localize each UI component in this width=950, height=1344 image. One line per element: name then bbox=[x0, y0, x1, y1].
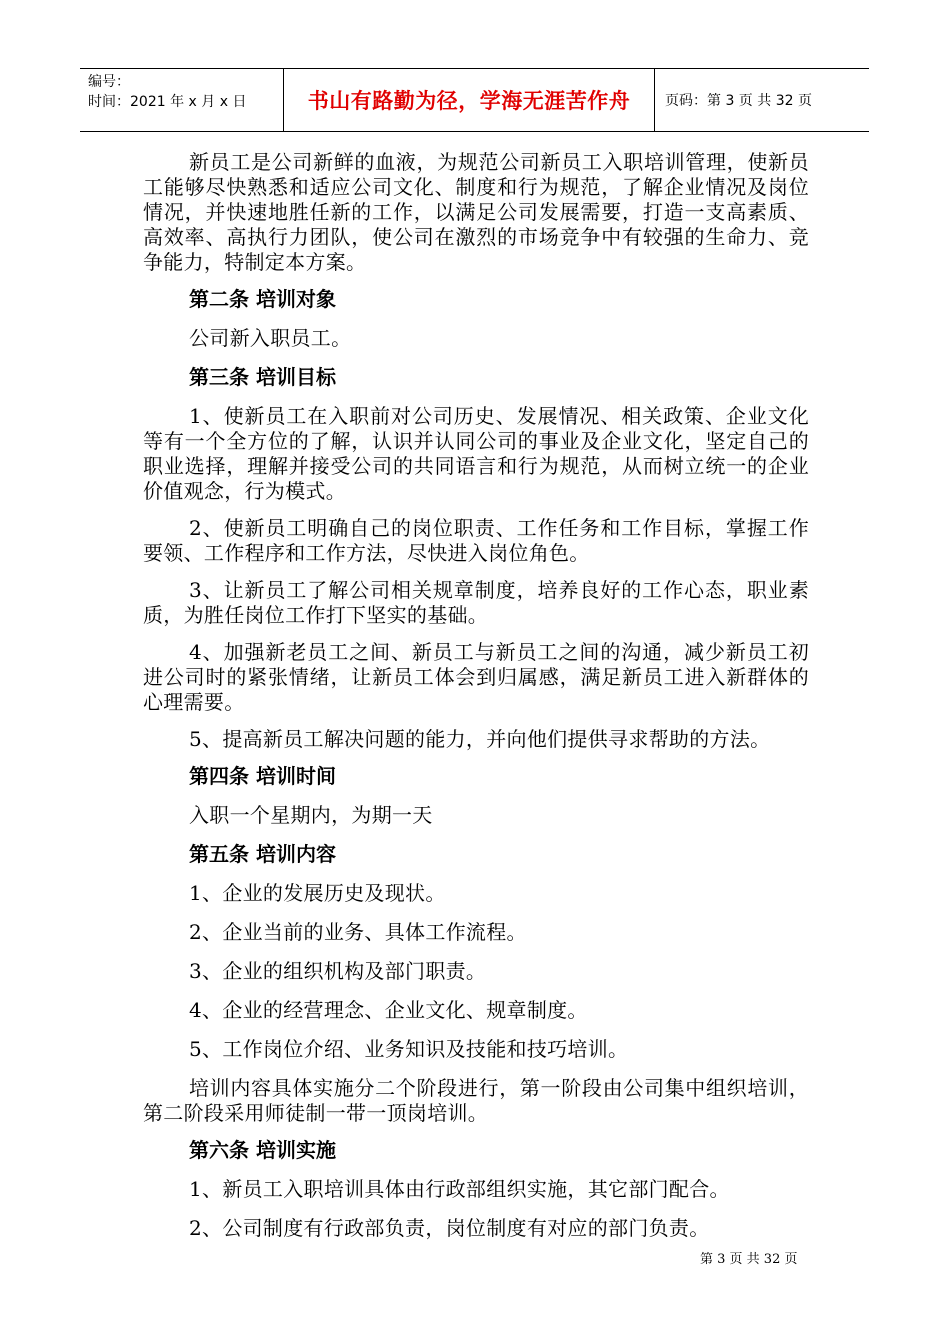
section-heading: 第六条 培训实施 bbox=[189, 1138, 336, 1162]
section-paragraph: 4、加强新老员工之间、新员工与新员工之间的沟通，减少新员工初进公司时的紧张情绪，让新员工体会到归属感，满足新员工进入新群体的心理需要。 bbox=[143, 640, 809, 714]
header-page-number: 页码：第 3 页 共 32 页 bbox=[665, 93, 812, 109]
section-item: 1、新员工入职培训具体由行政部组织实施，其它部门配合。 bbox=[189, 1177, 730, 1201]
page-header bbox=[80, 68, 869, 132]
header-motto: 书山有路勤为径，学海无涯苦作舟 bbox=[307, 89, 631, 113]
section-item: 公司新入职员工。 bbox=[189, 326, 352, 350]
page-footer: 第 3 页 共 32 页 bbox=[700, 1252, 798, 1267]
header-meta bbox=[80, 69, 283, 131]
section-item: 1、企业的发展历史及现状。 bbox=[189, 881, 446, 905]
header-time: 时间：2021 年 x 月 x 日 bbox=[88, 94, 247, 110]
section-heading: 第三条 培训目标 bbox=[189, 365, 336, 389]
section-heading: 第二条 培训对象 bbox=[189, 287, 336, 311]
header-motto-cell bbox=[283, 69, 655, 131]
section-item: 4、企业的经营理念、企业文化、规章制度。 bbox=[189, 998, 588, 1022]
section-item: 3、企业的组织机构及部门职责。 bbox=[189, 959, 487, 983]
section-item: 入职一个星期内，为期一天 bbox=[189, 803, 433, 827]
section-paragraph: 5、提高新员工解决问题的能力，并向他们提供寻求帮助的方法。 bbox=[189, 727, 771, 751]
section-paragraph: 2、使新员工明确自己的岗位职责、工作任务和工作目标，掌握工作要领、工作程序和工作方法，尽快进入岗位角色。 bbox=[143, 516, 809, 565]
section-item: 2、企业当前的业务、具体工作流程。 bbox=[189, 920, 527, 944]
section-paragraph: 1、使新员工在入职前对公司历史、发展情况、相关政策、企业文化等有一个全方位的了解，认识并认同公司的事业及企业文化，坚定自己的职业选择，理解并接受公司的共同语言和行为规范，从而树立统一的企业价值观念，行为模式。 bbox=[143, 404, 809, 503]
section-item: 5、工作岗位介绍、业务知识及技能和技巧培训。 bbox=[189, 1037, 629, 1061]
section-heading: 第四条 培训时间 bbox=[189, 764, 336, 788]
section-paragraph: 培训内容具体实施分二个阶段进行，第一阶段由公司集中组织培训，第二阶段采用师徒制一带一顶岗培训。 bbox=[143, 1076, 809, 1125]
section-item: 2、公司制度有行政部负责，岗位制度有对应的部门负责。 bbox=[189, 1216, 710, 1240]
document-body bbox=[143, 150, 809, 1255]
intro-paragraph: 新员工是公司新鲜的血液，为规范公司新员工入职培训管理，使新员工能够尽快熟悉和适应公司文化、制度和行为规范，了解企业情况及岗位情况，并快速地胜任新的工作，以满足公司发展需要，打造一支高素质、高效率、高执行力团队，使公司在激烈的市场竞争中有较强的生命力、竞争能力，特制定本方案。 bbox=[143, 150, 809, 274]
section-heading: 第五条 培训内容 bbox=[189, 842, 336, 866]
header-number: 编号： bbox=[88, 74, 130, 90]
section-paragraph: 3、让新员工了解公司相关规章制度，培养良好的工作心态，职业素质，为胜任岗位工作打下坚实的基础。 bbox=[143, 578, 809, 627]
header-page-cell bbox=[655, 69, 869, 131]
